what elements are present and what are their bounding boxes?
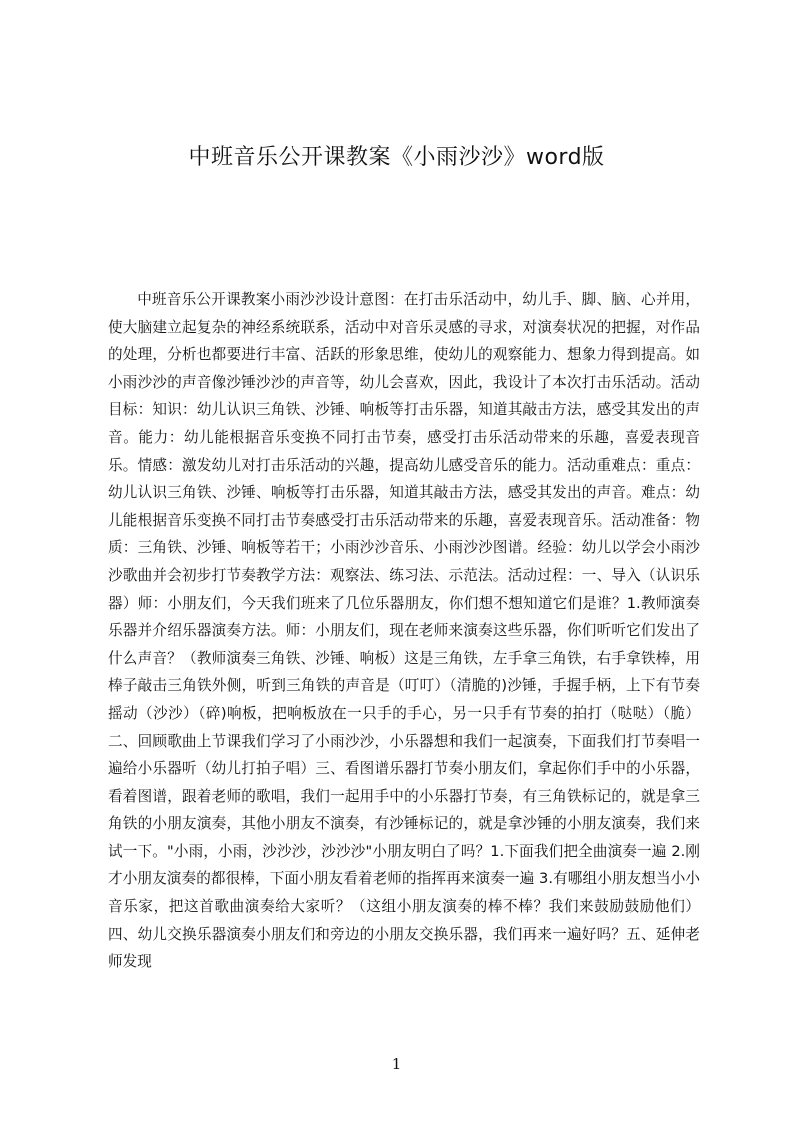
page-number: 1	[391, 1055, 402, 1073]
document-title: 中班音乐公开课教案《小雨沙沙》word版	[188, 145, 605, 170]
document-body-paragraph: 中班音乐公开课教案小雨沙沙设计意图：在打击乐活动中，幼儿手、脚、脑、心并用，使大脑建立起复杂的神经系统联系，活动中对音乐灵感的寻求，对演奏状况的把握，对作品的处理，分析也都要进行丰富、活跃的形象思维，使幼儿的观察能力、想象力得到提高。如小雨沙沙的声音像沙锤沙沙的声音等，幼儿会喜欢，因此，我设计了本次打击乐活动。活动目标：知识：幼儿认识三角铁、沙锤、响板等打击乐器，知道其敲击方法，感受其发出的声音。能力：幼儿能根据音乐变换不同打击节奏，感受打击乐活动带来的乐趣，喜爱表现音乐。情感：激发幼儿对打击乐活动的兴趣，提高幼儿感受音乐的能力。活动重难点：重点：幼儿认识三角铁、沙锤、响板等打击乐器，知道其敲击方法，感受其发出的声音。难点：幼儿能根据音乐变换不同打击节奏感受打击乐活动带来的乐趣，喜爱表现音乐。活动准备：物质：三角铁、沙锤、响板等若干；小雨沙沙音乐、小雨沙沙图谱。经验：幼儿以学会小雨沙沙歌曲并会初步打节奏教学方法：观察法、练习法、示范法。活动过程：一、导入（认识乐器）师：小朋友们，今天我们班来了几位乐器朋友，你们想不想知道它们是谁？1.教师演奏乐器并介绍乐器演奏方法。师：小朋友们，现在老师来演奏这些乐器，你们听听它们发出了什么声音？（教师演奏三角铁、沙锤、响板）这是三角铁，左手拿三角铁，右手拿铁棒，用棒子敲击三角铁外侧，听到三角铁的声音是（叮叮）（清脆的)沙锤，手握手柄，上下有节奏摇动（沙沙）（碎)响板，把响板放在一只手的手心，另一只手有节奏的拍打（哒哒）（脆）二、回顾歌曲上节课我们学习了小雨沙沙，小乐器想和我们一起演奏，下面我们打节奏唱一遍给小乐器听（幼儿打拍子唱）三、看图谱乐器打节奏小朋友们，拿起你们手中的小乐器，看着图谱，跟着老师的歌唱，我们一起用手中的小乐器打节奏，有三角铁标记的，就是拿三角铁的小朋友演奏，其他小朋友不演奏，有沙锤标记的，就是拿沙锤的小朋友演奏，我们来试一下。"小雨，小雨，沙沙沙，沙沙沙"小朋友明白了吗？1.下面我们把全曲演奏一遍 2.刚才小朋友演奏的都很棒，下面小朋友看着老师的指挥再来演奏一遍 3.有哪组小朋友想当小小音乐家，把这首歌曲演奏给大家听？（这组小朋友演奏的棒不棒？我们来鼓励鼓励他们）四、幼儿交换乐器演奏小朋友们和旁边的小朋友交换乐器，我们再来一遍好吗？五、延伸老师发现	[108, 291, 700, 971]
